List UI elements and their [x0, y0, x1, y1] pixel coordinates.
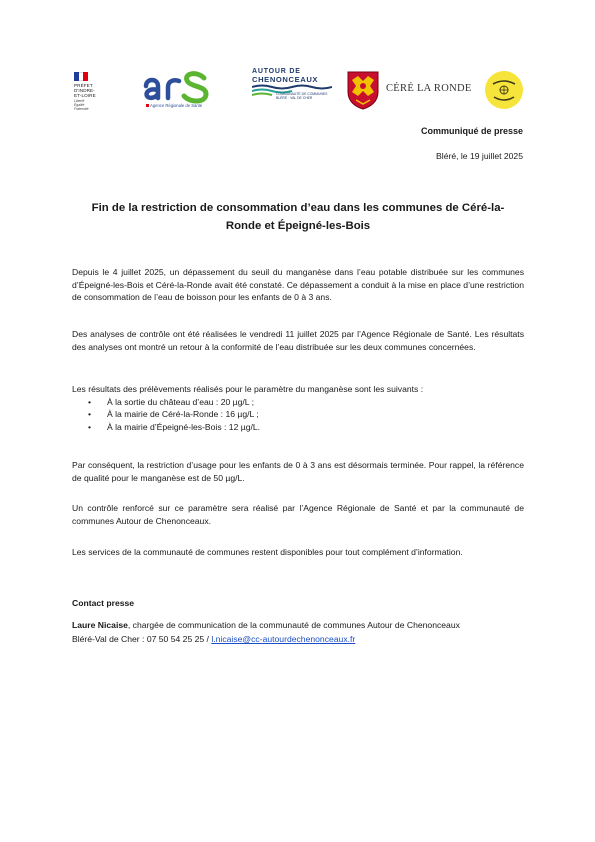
coat-of-arms-icon — [346, 70, 380, 110]
contact-block — [72, 618, 524, 646]
ars-subtitle: Agence Régionale de Santé — [146, 103, 202, 108]
bullet-icon: • — [88, 421, 92, 432]
paragraph-1: Depuis le 4 juillet 2025, un dépassement du seuil du manganèse dans l’eau potable distribuée sur les communes d’Épeigné-les-Bois et Céré-la-Ronde avait été constaté. Ce dépassement a conduit à la mise en place d’une restriction de consommation de l’eau de boisson pour les enfants de 0 à 3 ans. — [72, 267, 524, 302]
epeigne-les-bois-logo — [484, 70, 524, 110]
autour-de-chenonceaux-logo — [252, 68, 334, 116]
bullet-icon: • — [88, 396, 92, 407]
chen-subtitle: COMMUNAUTÉ DE COMMUNES BLÉRÉ · VAL DE CHER — [276, 92, 328, 100]
epeigne-circle-icon — [484, 70, 524, 110]
prefet-logo — [74, 72, 108, 116]
press-release-label: Communiqué de presse — [420, 126, 523, 136]
flag-mark-icon — [146, 104, 149, 107]
contact-role: , chargée de communication de la communauté de communes Autour de Chenonceaux — [127, 620, 460, 630]
contact-email-link[interactable]: l.nicaise@cc-autourdechenonceaux.fr — [211, 634, 356, 644]
paragraph-4: Par conséquent, la restriction d’usage pour les enfants de 0 à 3 ans est désormais terminée. Pour rappel, la référence de qualité pour le manganèse est de 50 µg/L. — [72, 460, 524, 483]
contact-name: Laure Nicaise — [72, 620, 128, 630]
title-line-1: Fin de la restriction de consommation d’eau dans les communes de Céré-la- — [91, 202, 505, 214]
cere-name: CÉRÉ LA RONDE — [386, 83, 472, 94]
title-line-2: Ronde et Épeigné-les-Bois — [225, 220, 371, 232]
logo-row — [70, 62, 530, 118]
contact-line-2 — [72, 632, 524, 646]
cere-la-ronde-logo — [346, 70, 470, 114]
list-item: • À la mairie d’Épeigné-les-Bois : 12 µg/L. — [88, 421, 261, 432]
paragraph-6: Les services de la communauté de communes restent disponibles pour tout complément d’information. — [72, 547, 463, 557]
contact-heading: Contact presse — [72, 598, 135, 608]
document-title — [72, 199, 524, 235]
results-list — [72, 396, 524, 434]
french-flag-icon — [74, 72, 88, 81]
results-intro: Les résultats des prélèvements réalisés pour le paramètre du manganèse sont les suivants : — [72, 384, 424, 394]
bullet-icon: • — [88, 409, 92, 419]
contact-line-1 — [72, 618, 524, 632]
results-section — [72, 383, 524, 433]
paragraph-5: Un contrôle renforcé sur ce paramètre sera réalisé par l’Agence Régionale de Santé et par la communauté de communes Autour de Chenonceaux. — [72, 503, 524, 526]
list-item: • À la mairie de Céré-la-Ronde : 16 µg/L ; — [88, 409, 259, 419]
list-item: • À la sortie du château d’eau : 20 µg/L ; — [88, 396, 255, 407]
prefet-text: PRÉFET D'INDRE- ET-LOIRE — [74, 83, 96, 98]
prefet-motto: Liberté Égalité Fraternité — [74, 99, 89, 111]
chen-line1: AUTOUR DE — [252, 68, 301, 75]
chen-line2: CHENONCEAUX — [252, 75, 319, 84]
ars-wordmark-icon — [142, 68, 218, 104]
release-date: Bléré, le 19 juillet 2025 — [436, 151, 523, 161]
contact-phone: Bléré-Val de Cher : 07 50 54 25 25 / — [72, 634, 212, 644]
ars-logo — [142, 68, 218, 116]
paragraph-2: Des analyses de contrôle ont été réalisées le vendredi 11 juillet 2025 par l’Agence Régionale de Santé. Les résultats des analyses ont montré un retour à la conformité de l’eau distribuée sur les deux communes concernées. — [72, 329, 524, 352]
